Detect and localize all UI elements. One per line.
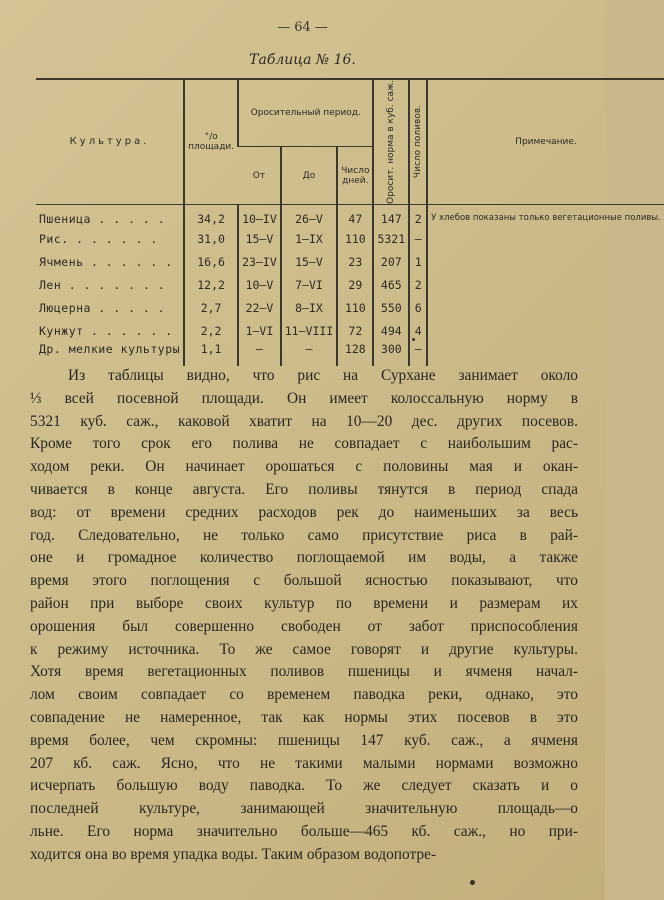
cell-days: 128 (337, 342, 373, 366)
body-paragraph (30, 365, 578, 867)
text-line: Из таблицы видно, что рис на Сурхане занимает около (68, 367, 578, 384)
cell-days: 110 (337, 227, 373, 250)
text-line: лом своим совпадает со временем паводка реки, однако, это (30, 686, 578, 704)
text-line: совпадение не намеренное, так как нормы этих посевов в это (30, 708, 578, 726)
cell-from: 22—V (238, 296, 281, 319)
cell-norm: 465 (373, 273, 409, 296)
cell-days: 29 (337, 273, 373, 296)
ink-speck (412, 338, 415, 341)
page-number: — 64 — (277, 20, 328, 35)
cell-area: 31,0 (184, 227, 238, 250)
cell-count: 4 (409, 319, 427, 342)
header-note: Примечание. (427, 79, 664, 204)
header-norm: Оросит. норма в куб. саж. (373, 79, 409, 204)
text-line: льне. Его норма значительно больше—465 кб. саж., но при- (30, 822, 578, 840)
text-line: орошения был совершенно свободен от забот приспособления (30, 617, 578, 635)
text-line: вод: от времени средних расходов рек до наименьших за весь (30, 503, 578, 521)
cell-from: 23—IV (238, 250, 281, 273)
text-line: район при выборе своих культур по времени и размерам их (30, 594, 578, 612)
cell-days: 23 (337, 250, 373, 273)
cell-norm: 494 (373, 319, 409, 342)
text-line: год. Следовательно, не только само присутствие риса в рай- (30, 526, 578, 544)
text-line: оне и громадное количество поглощаемой им воды, а также (30, 549, 578, 567)
cell-to: 11—VIII (281, 319, 337, 342)
cell-area: 34,2 (184, 204, 238, 227)
cell-area: 12,2 (184, 273, 238, 296)
cell-count: 2 (409, 273, 427, 296)
table-row (36, 204, 664, 227)
cell-count: — (409, 342, 427, 366)
text-line: Кроме того срок его полива не совпадает с наибольшим рас- (30, 435, 578, 453)
text-line: 5321 куб. саж., каковой хватит на 10—20 дес. других посевов. (30, 412, 578, 430)
cell-culture: Ячмень . . . . . . (39, 254, 173, 269)
text-line: ⅓ всей посевной площади. Он имеет колоссальную норму в (30, 389, 578, 407)
text-line: Хотя время вегетационных поливов пшеницы и ячменя начал- (30, 663, 578, 681)
cell-culture: Др. мелкие культуры (39, 342, 181, 357)
header-watering-count: Число поливов. (409, 79, 427, 204)
cell-norm: 147 (373, 204, 409, 227)
cell-days: 110 (337, 296, 373, 319)
cell-culture: Кунжут . . . . . . (39, 323, 173, 338)
cell-norm: 550 (373, 296, 409, 319)
cell-to: 7—VI (281, 273, 337, 296)
cell-to: 26—V (281, 204, 337, 227)
cell-to: — (281, 342, 337, 366)
text-line: ходится она во время упадка воды. Таким образом водопотре- (30, 845, 437, 863)
cell-count: — (409, 227, 427, 250)
cell-culture: Рис. . . . . . . (39, 231, 158, 246)
cell-area: 2,7 (184, 296, 238, 319)
cell-to: 1—IX (281, 227, 337, 250)
cell-norm: 207 (373, 250, 409, 273)
cell-culture: Люцерна . . . . . (39, 300, 166, 315)
cell-from: 1—VI (238, 319, 281, 342)
cell-culture: Лен . . . . . . . (39, 277, 166, 292)
cell-to: 15—V (281, 250, 337, 273)
cell-area: 16,6 (184, 250, 238, 273)
text-line: исчерпать большую воду паводка. То же следует сказать и о (30, 777, 578, 795)
header-irrigation-period: Оросительный период. (238, 79, 373, 147)
cell-to: 8—IX (281, 296, 337, 319)
cell-count: 6 (409, 296, 427, 319)
ink-speck (470, 880, 475, 885)
cell-from: 10—IV (238, 204, 281, 227)
cell-area: 1,1 (184, 342, 238, 366)
cell-norm: 5321 (373, 227, 409, 250)
cell-culture: Пшеница . . . . . (39, 212, 166, 227)
cell-norm: 300 (373, 342, 409, 366)
table-caption: Таблица № 16. (249, 52, 356, 68)
text-line: ходом реки. Он начинает орошаться с половины мая и окан- (30, 458, 578, 476)
header-area: °/о площади. (184, 79, 238, 204)
header-days: Число дней. (337, 147, 373, 205)
irrigation-table (36, 78, 664, 366)
cell-area: 2,2 (184, 319, 238, 342)
text-line: 207 кб. саж. Ясно, что не такими малыми нормами возможно (30, 754, 578, 772)
text-line: время более, чем скромны: пшеницы 147 куб. саж., а ячменя (30, 731, 578, 749)
cell-note: У хлебов показаны только вегетационные поливы. (427, 204, 664, 366)
cell-count: 1 (409, 250, 427, 273)
cell-count: 2 (409, 204, 427, 227)
text-line: чивается в конце августа. Его поливы тянутся в период спада (30, 480, 578, 498)
header-to: До (281, 147, 337, 205)
text-line: время этого поглощения с большой ясностью показывают, что (30, 572, 578, 590)
cell-from: 10—V (238, 273, 281, 296)
header-culture: Культура. (36, 79, 184, 204)
header-from: От (238, 147, 281, 205)
text-line: к режиму источника. То же самое говорят и другие культуры. (30, 640, 578, 658)
cell-from: — (238, 342, 281, 366)
cell-days: 47 (337, 204, 373, 227)
cell-from: 15—V (238, 227, 281, 250)
cell-days: 72 (337, 319, 373, 342)
text-line: последней культуре, занимающей значительную площадь—о (30, 800, 578, 818)
